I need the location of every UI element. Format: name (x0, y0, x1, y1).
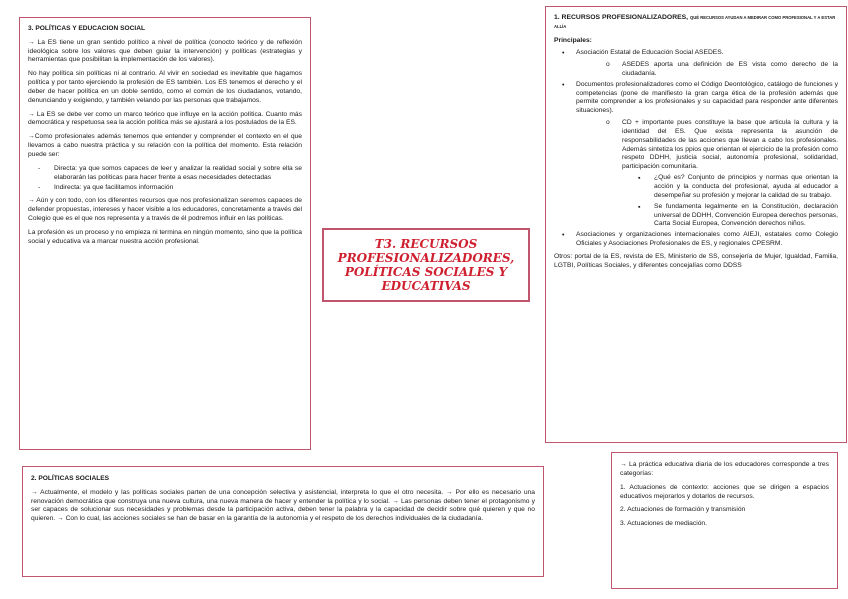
paragraph: →Como profesionales además tenemos que entender y comprender el contexto en el que llevamos a cabo nuestra práctica y su relación con la política del momento. Esta relación puede ser: (28, 133, 302, 158)
otros-paragraph: Otros: portal de la ES, revista de ES, Ministerio de SS, consejería de Mujer, Igualdad, Familia, LGTBI, Políticas Sociales, y diferentes concejalías como DDSS (554, 252, 838, 269)
paragraph: La profesión es un proceso y no empieza ni termina en ningún momento, sino que la política social y educativa va a marcar nuestra acción profesional. (28, 228, 302, 245)
relation-list (28, 165, 302, 193)
main-title-box (322, 228, 530, 302)
section-heading: 3. POLÍTICAS Y EDUCACION SOCIAL (28, 25, 145, 32)
list-item: • Documentos profesionalizadores como el Código Deontológico, catálogo de funciones y competencias (pone de manifiesto la gran carga ética de la profesión además que permite comprender a los profesionales y su capacidad para responder ante diferentes situaciones). (562, 80, 838, 115)
principales-label: Principales: (554, 36, 592, 44)
paragraph: No hay política sin políticas ni al contrario. Al vivir en sociedad es inevitable que hagamos política y por tanto ejerciendo la profesión de ES también. Los ES tenemos el derecho y el deber de hacer política en un doble sentido, como el común de los ciudadanos, votando, denunciando y exigiendo, y también velando por las personas que trabajamos. (28, 70, 302, 104)
list-item: ▪ ¿Qué es? Conjunto de principios y normas que orientan la acción y la conducta del profesional, ayuda al educador a desempeñar su profesión y mejorar la calidad de su trabajo. (638, 174, 838, 199)
paragraph: → La ES tiene un gran sentido político a nivel de política (conocto teórico y de reflexión ideológica sobre los valores que deben guiar la intervención) y políticas (estrategias y herramientas que posibilitan la implementación de los valores). (28, 38, 302, 64)
list-item: - Indirecta: ya que facilitamos información (38, 183, 174, 191)
paragraph: → La ES se debe ver como un marco teórico que influye en la acción política. Cuanto más democrática y respetuosa sea la acción política más se ajustará a los postulados de la ES. (28, 110, 302, 127)
paragraph: → La práctica educativa diaria de los educadores corresponde a tres categorías: (620, 461, 829, 477)
category-item: 3. Actuaciones de mediación. (620, 520, 707, 528)
paragraph: → Aún y con todo, con los diferentes recursos que nos profesionalizan seremos capaces de defender propuestas, intereses y hacer visible a los educadores, concretamente a través del Colegio que es el que nos representa y a través de él podremos influir en las políticas. (28, 197, 302, 223)
main-title: T3. RECURSOS PROFESIONALIZADORES, POLÍTICAS SOCIALES Y EDUCATIVAS (337, 236, 515, 294)
section-heading: 1. RECURSOS PROFESIONALIZADORES, QUÉ RECURSOS AYUDAN A MEDIRAR COMO PROFESIONAL Y A ESTAR ALLÍA (554, 14, 836, 29)
list-item: • Asociaciones y organizaciones internacionales como AIEJI, estatales como Colegio Oficiales y Asociaciones Profesionales de ES, y regionales CPESRM. (562, 231, 838, 248)
section-heading: 2. POLÍTICAS SOCIALES (31, 475, 110, 482)
category-item: 1. Actuaciones de contexto: acciones que se dirigen a espacios educativos mejorarlos y dotarlos de recursos. (620, 483, 829, 500)
list-item: o CD + importante pues constituye la base que articula la cultura y la identidad del ES. Que exista representa la asunción de responsabilidades de las acciones que llevan a cabo los profesionales. Además sintetiza los ppios que orientan el ejercicio de la profesión como respeto DDHH, justicia social, autonomía profesional, solidaridad, participación comunitaria. (606, 119, 838, 171)
list-item: - Directa: ya que somos capaces de leer y analizar la realidad social y sobre ella se elaborarán las políticas para hacer frente a esas necesidades detectadas (38, 164, 302, 181)
list-item: ▪ Se fundamenta legalmente en la Constitución, declaración universal de DDHH, Convención Europea derechos personas, Carta Social Europea, Convención derechos niños. (638, 202, 839, 228)
heading-note: QUÉ RECURSOS AYUDAN A MEDIRAR COMO PROFESIONAL Y A ESTAR ALLÍA (554, 15, 836, 29)
category-item: 2. Actuaciones de formación y transmisión (620, 506, 746, 514)
list-item: • Asociación Estatal de Educación Social ASEDES. (562, 48, 724, 57)
list-item: o ASEDES aporta una definición de ES vista como derecho de la ciudadanía. (606, 61, 838, 77)
politicas-educacion-social-box (19, 17, 311, 450)
practica-educativa-box (611, 452, 838, 589)
politicas-sociales-box (22, 466, 544, 577)
paragraph: → Actualmente, el modelo y las políticas sociales parten de una concepción selectiva y asistencial, interpreta lo que el otro necesita. → Por ello es necesario una renovación democrática que construya una nueva cultura, una nueva manera de hacer y entender la política y lo social. → Las personas deben tener el protagonismo y ser capaces de solucionar sus necesidades y problemas desde la participación activa, deben tener la palabra y la capacidad de decidir sobre qué quieren y que no quieren. → Con lo cual, las acciones sociales se han de basar en la garantía de la autonomía y el respeto de los derechos individuales de la ciudadanía. (31, 488, 535, 523)
recursos-list (554, 49, 838, 249)
recursos-profesionalizadores-box (545, 6, 847, 443)
